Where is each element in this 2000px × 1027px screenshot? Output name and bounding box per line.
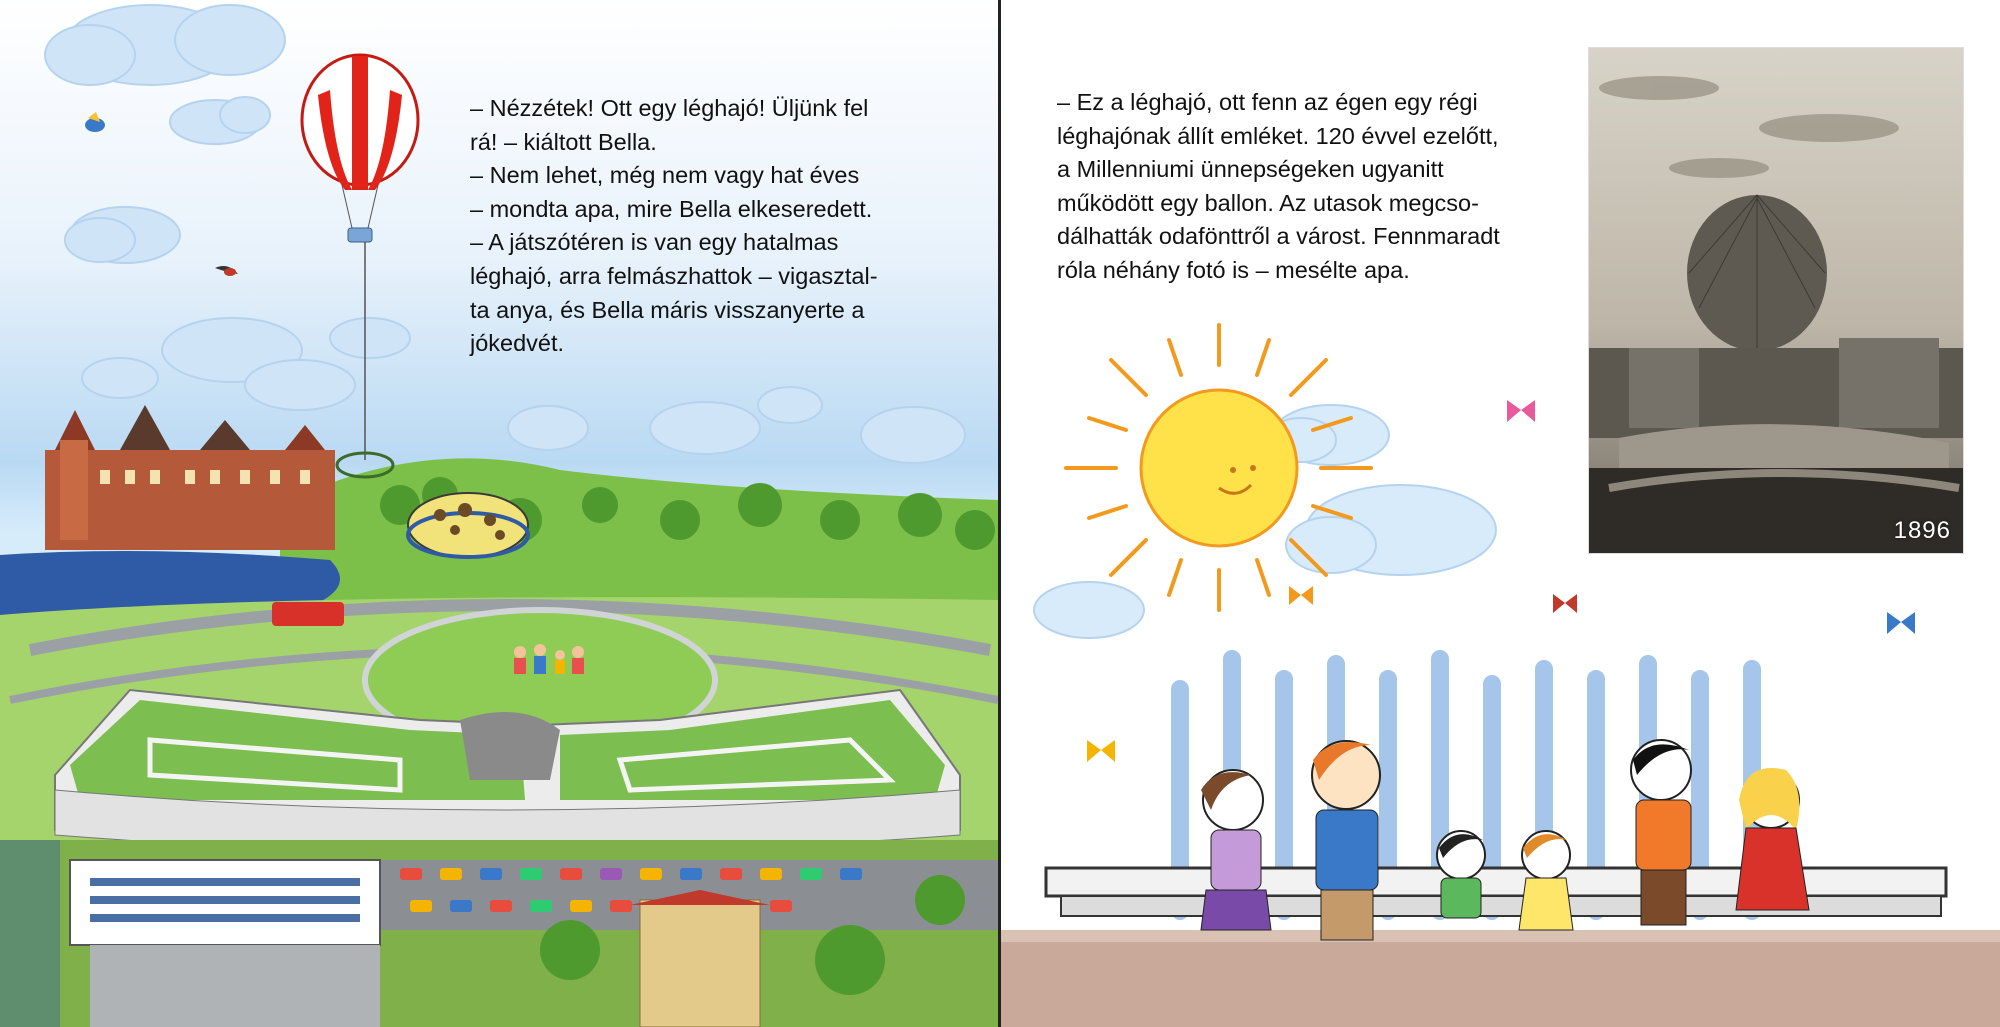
cloud [82,358,158,398]
left-story-text [470,92,970,361]
castle [45,405,335,550]
cloud [45,5,285,85]
historic-photo-image [1589,48,1963,553]
story-line: rá! – kiáltott Bella. [470,128,657,155]
story-line: dálhatták odafönttről a várost. Fennmaradt [1057,223,1500,250]
father-figure [1312,741,1380,940]
bird-icon [215,266,238,276]
girl-figure [1519,831,1573,930]
photo-year-caption: 1896 [1893,517,1951,544]
story-line: a Millenniumi ünnepségeken ugyanitt [1057,156,1444,183]
mother-figure [1201,770,1271,930]
bird-icon [85,112,105,132]
museum-building [55,690,960,853]
story-line: ta anya, és Bella máris visszanyerte a [470,296,865,323]
story-line: – mondta apa, mire Bella elkeseredett. [470,195,873,222]
historic-balloon-photo [1589,48,1963,553]
butterfly-icon [1087,740,1115,762]
butterfly-icon [1553,594,1577,613]
cloud [861,407,965,463]
left-page [0,0,998,1027]
cloud [1034,582,1144,638]
bella-figure [1736,768,1809,910]
cloud [65,207,180,263]
playground-ship [408,493,528,557]
story-line: – A játszótéren is van egy hatalmas [470,229,839,256]
cloud [1286,485,1496,575]
story-line: jókedvét. [470,330,565,357]
cloud [170,97,270,144]
story-line: – Nem lehet, még nem vagy hat éves [470,162,860,189]
right-page [1001,0,2000,1027]
butterfly-icon [1887,612,1915,634]
bus-icon [272,602,344,626]
story-line: – Nézzétek! Ott egy léghajó! Üljünk fel [470,95,869,121]
story-line: működött egy ballon. Az utasok megcso- [1057,189,1479,216]
butterfly-icon [1289,586,1313,605]
fountain-ledge [1046,868,1946,916]
butterfly-icon [1507,400,1535,422]
right-story-text [1057,86,1577,288]
cloud [650,387,822,454]
cloud [162,318,410,410]
story-line: léghajónak állít emléket. 120 évvel ezelőtt, [1057,122,1499,149]
story-line: róla néhány fotó is – mesélte apa. [1057,256,1410,283]
story-line: léghajó, arra felmászhattok – vigasztal- [470,262,878,289]
story-line: – Ez a léghajó, ott fenn az égen egy régi [1057,89,1478,115]
cloud [508,406,588,450]
